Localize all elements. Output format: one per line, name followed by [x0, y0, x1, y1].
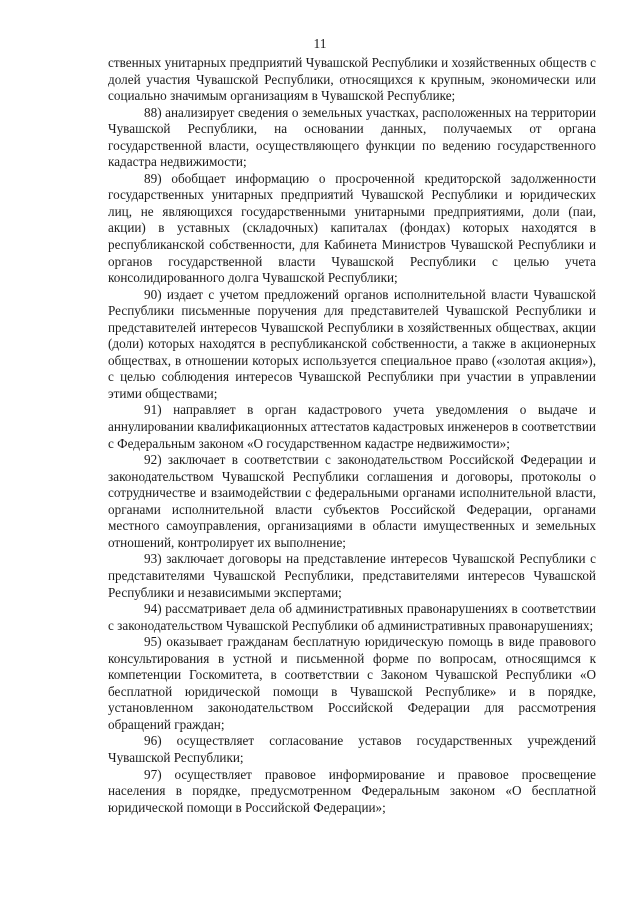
paragraph-item-89: 89) обобщает информацию о просроченной кредиторской задолженности государственных унитарных предприятий Чувашской Республики и юридических лиц, не являющихся государственными унитарными предприятиями, доли (паи, акции) в уставных (складочных) капиталах (фондах) которых находятся в республиканской собственности, для Кабинета Министров Чувашской Республики и органов государственной власти Чувашской Республики с целью учета консолидированного долга Чувашской Республики;	[108, 170, 596, 286]
paragraph-item-97: 97) осуществляет правовое информирование и правовое просвещение населения в порядке, предусмотренном Федеральным законом «О бесплатной юридической помощи в Российской Федерации»;	[108, 766, 596, 815]
paragraph-item-95: 95) оказывает гражданам бесплатную юридическую помощь в виде правового консультирования в устной и письменной форме по вопросам, относящимся к компетенции Госкомитета, в соответствии с Законом Чувашской Республики «О бесплатной юридической помощи в Чувашской Республике» и в порядке, установленном законодательством Российской Федерации для рассмотрения обращений граждан;	[108, 634, 596, 732]
paragraph-item-91: 91) направляет в орган кадастрового учета уведомления о выдаче и аннулировании квалификационных аттестатов кадастровых инженеров в соответствии с Федеральным законом «О государственном кадастре недвижимости»;	[108, 402, 596, 451]
paragraph-item-88: 88) анализирует сведения о земельных участках, расположенных на территории Чувашской Республики, на основании данных, получаемых от органа государственной власти, осуществляющего функции по ведению государственного кадастра недвижимости;	[108, 104, 596, 170]
document-body	[108, 55, 596, 816]
paragraph-item-94: 94) рассматривает дела об административных правонарушениях в соответствии с законодательством Чувашской Республики об административных правонарушениях;	[108, 601, 596, 633]
paragraph-item-92: 92) заключает в соответствии с законодательством Российской Федерации и законодательством Чувашской Республики соглашения и договоры, протоколы о сотрудничестве и взаимодействии с федеральными органами исполнительной власти, органами исполнительной власти субъектов Российской Федерации, органами местного самоуправления, организациями в области имущественных и земельных отношений, контролирует их выполнение;	[108, 452, 596, 550]
page-number: 11	[313, 36, 327, 51]
paragraph-item-90: 90) издает с учетом предложений органов исполнительной власти Чувашской Республики письменные поручения для представителей Чувашской Республики и представителей интересов Чувашской Республики в хозяйственных обществах, акции (доли) которых находятся в республиканской собственности, а также в акционерных обществах, в отношении которых используется специальное право («золотая акция»), с целью соблюдения интересов Чувашской Республики при участии в управлении этими обществами;	[108, 286, 596, 401]
paragraph-item-93: 93) заключает договоры на представление интересов Чувашской Республики с представителями Чувашской Республики, представителями интересов Чувашской Республики и независимыми экспертами;	[108, 551, 596, 600]
paragraph-continuation: ственных унитарных предприятий Чувашской Республики и хозяйственных обществ с долей участия Чувашской Республики, относящихся к крупным, экономически или социально значимым организациям в Чувашской Республике;	[108, 55, 596, 104]
paragraph-item-96: 96) осуществляет согласование уставов государственных учреждений Чувашской Республики;	[108, 733, 596, 765]
